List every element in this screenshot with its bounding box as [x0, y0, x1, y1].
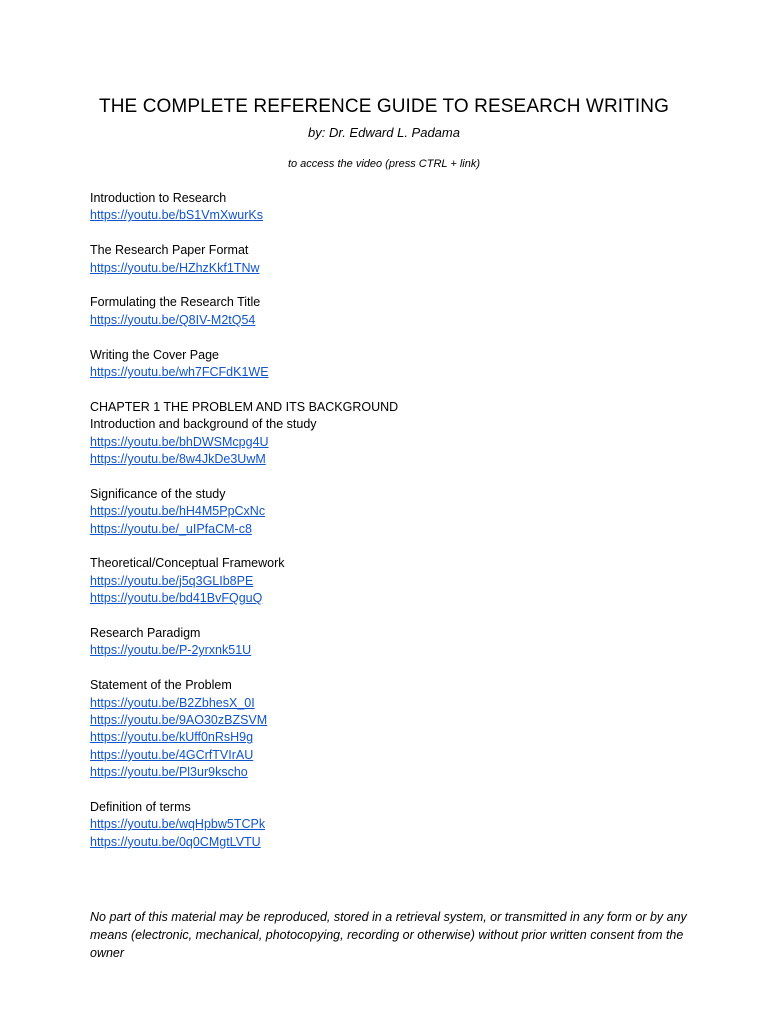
video-link[interactable]: https://youtu.be/bhDWSMcpg4U — [90, 434, 269, 449]
document-title: THE COMPLETE REFERENCE GUIDE TO RESEARCH WRITING — [99, 96, 669, 117]
video-link[interactable]: https://youtu.be/_uIPfaCM-c8 — [90, 521, 252, 536]
video-link-sections — [90, 190, 690, 869]
access-note: to access the video (press CTRL + link) — [287, 158, 481, 170]
video-link[interactable]: https://youtu.be/wqHpbw5TCPk — [90, 817, 266, 832]
video-link[interactable]: https://youtu.be/Pl3ur9kscho — [90, 765, 248, 780]
video-section — [90, 347, 690, 382]
video-link[interactable]: https://youtu.be/wh7FCFdK1WE — [90, 365, 269, 380]
section-heading: The Research Paper Format — [90, 243, 249, 258]
video-section — [90, 625, 690, 660]
video-section — [90, 677, 690, 781]
section-heading: Theoretical/Conceptual Framework — [90, 556, 285, 571]
video-section — [90, 190, 690, 225]
video-section — [90, 242, 690, 277]
video-link[interactable]: https://youtu.be/HZhzKkf1TNw — [90, 260, 260, 275]
video-section — [90, 399, 690, 469]
section-heading: Introduction and background of the study — [90, 417, 317, 432]
video-link[interactable]: https://youtu.be/4GCrfTVIrAU — [90, 747, 254, 762]
section-heading: Research Paradigm — [90, 626, 201, 641]
video-link[interactable]: https://youtu.be/B2ZbhesX_0I — [90, 695, 255, 710]
video-link[interactable]: https://youtu.be/kUff0nRsH9g — [90, 730, 254, 745]
video-section — [90, 555, 690, 607]
section-heading: Introduction to Research — [90, 191, 227, 205]
video-link[interactable]: https://youtu.be/bS1VmXwurKs — [90, 208, 264, 223]
video-link[interactable]: https://youtu.be/9AO30zBZSVM — [90, 713, 268, 728]
video-link[interactable]: https://youtu.be/8w4JkDe3UwM — [90, 452, 266, 467]
section-heading: Definition of terms — [90, 800, 191, 815]
section-heading: Formulating the Research Title — [90, 295, 261, 310]
video-link[interactable]: https://youtu.be/j5q3GLIb8PE — [90, 573, 254, 588]
video-section — [90, 486, 690, 538]
video-section — [90, 294, 690, 329]
section-heading: Statement of the Problem — [90, 678, 232, 693]
section-heading: Significance of the study — [90, 486, 226, 501]
video-link[interactable]: https://youtu.be/Q8IV-M2tQ54 — [90, 312, 256, 327]
copyright-notice: No part of this material may be reproduced, stored in a retrieval system, or transmitted in any form or by any means (electronic, mechanical, photocopying, recording or otherwise) without prior written consent from the owner — [90, 910, 687, 960]
video-link[interactable]: https://youtu.be/P-2yrxnk51U — [90, 643, 252, 658]
video-link[interactable]: https://youtu.be/bd41BvFQguQ — [90, 591, 263, 606]
chapter-heading: CHAPTER 1 THE PROBLEM AND ITS BACKGROUND — [90, 399, 399, 414]
video-section — [90, 799, 690, 851]
section-heading: Writing the Cover Page — [90, 347, 219, 362]
video-link[interactable]: https://youtu.be/hH4M5PpCxNc — [90, 504, 266, 519]
video-link[interactable]: https://youtu.be/0q0CMgtLVTU — [90, 834, 261, 849]
document-author: by: Dr. Edward L. Padama — [308, 125, 460, 140]
